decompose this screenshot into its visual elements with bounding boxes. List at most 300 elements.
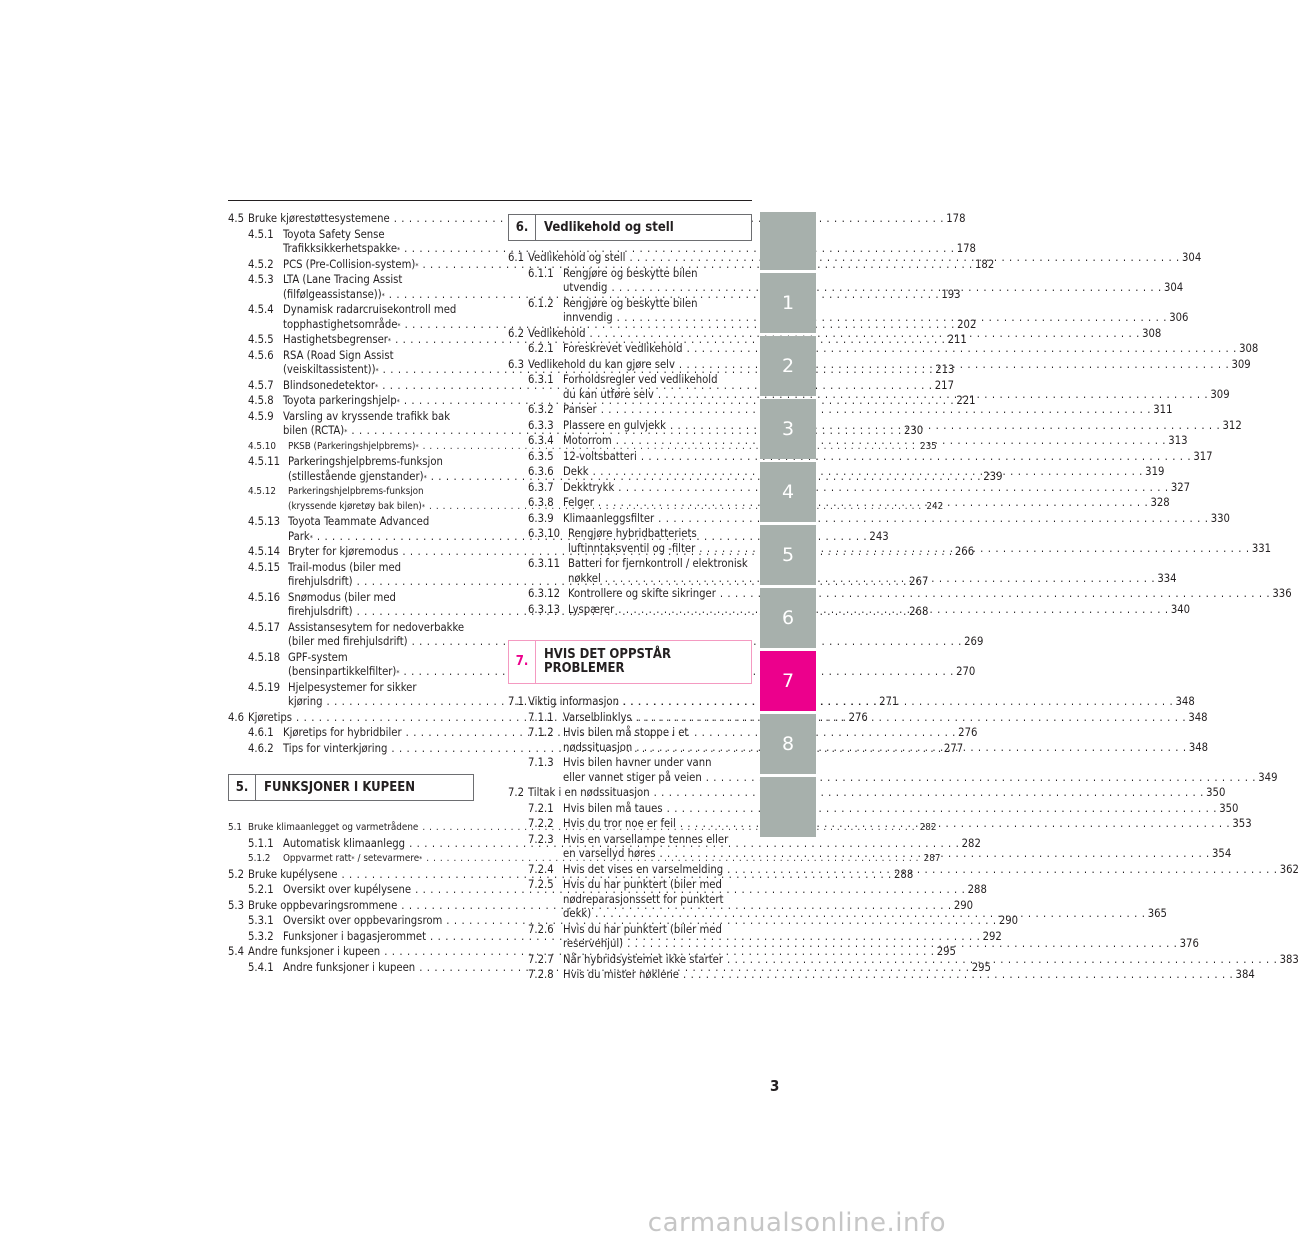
toc-entry-page: 304 — [1164, 281, 1184, 294]
toc-entry-line — [248, 485, 472, 500]
toc-entry-text: Bruke oppbevaringsrommene — [248, 898, 398, 912]
toc-entry-number: 5.4 — [228, 945, 245, 958]
dot-leader — [623, 937, 1179, 952]
toc-entry-number: 7.2 — [508, 786, 525, 799]
dot-leader — [625, 251, 1181, 266]
toc-entry-text: Trail-modus (biler med — [288, 560, 402, 574]
toc-entry-line: (bensinpartikkelfilter) * . . . 270 — [248, 665, 472, 680]
toc-entry-text: Tips for vinterkjøring — [283, 741, 388, 755]
toc-entry-number: 4.5.2 — [248, 257, 274, 271]
toc-entry-number: 4.5.17 — [248, 620, 281, 634]
toc-entry-line — [528, 726, 752, 741]
toc-entry-number: 4.5.7 — [248, 378, 274, 392]
toc-entry-number: 4.5.13 — [248, 515, 281, 528]
toc-entry-page: 349 — [1258, 770, 1278, 784]
toc-entry-page: 266 — [954, 545, 975, 558]
toc-entry-text-cont: innvendig — [563, 311, 613, 324]
toc-entry-line — [248, 273, 472, 288]
toc-entry-text-cont: nøkkel — [568, 571, 601, 585]
toc-entry-page: 304 — [1182, 251, 1202, 264]
dot-leader — [632, 741, 1188, 756]
toc-entry-line — [528, 297, 752, 312]
toc-entry-page: 221 — [956, 394, 976, 407]
toc-entry-number: 7.1.1 — [528, 710, 554, 724]
toc-entry-line — [528, 480, 1191, 496]
toc-entry-text: Vedlikehold du kan gjøre selv — [528, 357, 675, 371]
toc-entry-page: 376 — [1179, 937, 1199, 950]
toc-entry-text: Rengjøre hybridbatteriets — [568, 527, 697, 540]
toc-entry — [508, 403, 1173, 418]
dot-leader — [654, 388, 1210, 403]
toc-entry-number: 5.2 — [228, 867, 245, 881]
toc-entry-page: 313 — [1168, 434, 1188, 447]
toc-entry-page: 277 — [943, 741, 964, 755]
toc-entry-page: 230 — [903, 424, 924, 437]
toc-entry-page: 269 — [964, 635, 984, 648]
toc-entry-page: 365 — [1147, 907, 1167, 920]
toc-entry-line: (kryssende kjøretøy bak bilen) * . . . 242 — [248, 500, 472, 515]
toc-entry-number: 6.3.8 — [528, 496, 554, 509]
toc-entry-line — [248, 455, 472, 470]
toc-entry-line — [248, 621, 472, 636]
toc-entry-line — [528, 267, 752, 282]
toc-entry-line: (stillestående gjenstander) * . . . 239 — [248, 470, 472, 485]
toc-entry-number: 7.2.2 — [528, 817, 554, 830]
toc-entry-text: Rengjøre og beskytte bilen — [563, 296, 698, 310]
toc-entry-number: 5.2.1 — [248, 883, 274, 896]
toc-entry-text-cont: (stillestående gjenstander) — [288, 469, 424, 483]
toc-entry-line — [528, 527, 752, 542]
toc-entry-page: 350 — [1206, 786, 1226, 799]
toc-entry-text: Hvis du tror noe er feil — [563, 817, 676, 830]
toc-entry-text: Hjelpesystemer for sikker — [288, 680, 417, 694]
toc-entry-number: 4.5.14 — [248, 545, 281, 558]
toc-entry-line — [528, 801, 1239, 817]
toc-entry-number: 6.3.1 — [528, 373, 554, 386]
toc-entry-line — [528, 449, 1213, 465]
toc-entry-number: 4.5.8 — [248, 394, 274, 407]
toc-entry-number: 5.1.2 — [248, 853, 271, 864]
toc-entry-line: Park * . . . 243 — [248, 530, 472, 545]
dot-leader — [619, 695, 1175, 710]
dot-leader — [591, 907, 1147, 922]
dot-leader — [597, 403, 1153, 418]
toc-entry-number: 6.3.12 — [528, 587, 561, 600]
toc-entry-number: 4.5.12 — [248, 486, 277, 497]
toc-entry-number: 4.5.6 — [248, 348, 274, 362]
toc-entry-text: GPF-system — [288, 650, 348, 664]
section-7-header — [508, 640, 752, 684]
toc-entry-page: 308 — [1239, 342, 1259, 355]
toc-entry-number: 6.3.6 — [528, 465, 554, 478]
toc-entry-number: 5.3.2 — [248, 929, 274, 943]
toc-entry-page: 202 — [957, 317, 977, 331]
toc-entry-text: Plassere en gulvjekk — [563, 418, 666, 432]
toc-entry-line — [528, 373, 752, 388]
toc-entry — [508, 480, 1191, 496]
toc-entry-page: 217 — [934, 378, 954, 392]
toc-entry-text: 12-voltsbatteri — [563, 449, 637, 463]
dot-leader — [666, 419, 1222, 434]
toc-entry-page: 290 — [953, 898, 974, 912]
toc-entry-number: 6.3.10 — [528, 527, 561, 540]
toc-entry-page: 348 — [1175, 695, 1195, 708]
toc-entry-text: Bruke kupélysene — [248, 867, 338, 881]
toc-entry-number: 6.3 — [508, 357, 525, 371]
toc-entry — [228, 620, 984, 650]
toc-entry-line: 4.5.2 PCS (Pre-Collision-system) * . . . 182 — [248, 258, 472, 273]
dot-leader — [594, 496, 1150, 511]
toc-entry-text: Batteri for fjernkontroll / elektronisk — [568, 557, 748, 570]
toc-entry-number: 6.3.7 — [528, 480, 554, 494]
toc-entry-text: Hvis du har punktert (biler med — [563, 922, 722, 936]
toc-entry-line — [248, 681, 472, 696]
toc-entry-line — [528, 923, 752, 938]
toc-entry-text: Rengjøre og beskytte bilen — [563, 266, 698, 280]
toc-entry-text: Hvis bilen må stoppe i et — [563, 726, 689, 739]
toc-entry-line: (veiskiltassistent)) * . . . 213 — [248, 363, 472, 378]
toc-entry-text: Toyota Safety Sense — [283, 227, 385, 241]
page-number: 3 — [770, 1077, 780, 1095]
toc-entry-text: Hastighetsbegrenser — [283, 333, 388, 346]
toc-entry-page: 340 — [1170, 602, 1191, 616]
toc-entry-text: Når hybridsystemet ikke starter — [563, 952, 724, 966]
toc-entry-text: Motorrom — [563, 434, 612, 447]
toc-entry — [508, 756, 1278, 785]
toc-entry-line: bilen (RCTA) * . . . 230 — [248, 424, 472, 439]
dot-leader — [614, 603, 1170, 618]
toc-entry-number: 6.3.13 — [528, 602, 561, 616]
dot-leader — [637, 450, 1193, 465]
toc-entry-page: 178 — [956, 242, 976, 255]
toc-entry-line — [248, 635, 984, 650]
toc-entry-line — [528, 878, 752, 893]
toc-entry-page: 282 — [961, 836, 981, 850]
toc-entry-text: Funksjoner i bagasjerommet — [283, 929, 427, 943]
toc-entry-page: 267 — [909, 575, 929, 588]
toc-entry-number: 6.1 — [508, 251, 525, 264]
toc-entry-text: Hvis bilen havner under vann — [563, 756, 712, 769]
toc-entry-text: Tiltak i en nødssituasjon — [528, 786, 650, 799]
toc-entry-number: 7.1 — [508, 695, 525, 708]
toc-entry-text: Toyota parkeringshjelp — [283, 394, 397, 407]
dot-leader — [723, 863, 1279, 878]
toc-entry-line — [528, 833, 752, 848]
chapter-tab[interactable]: 5 — [760, 525, 816, 585]
toc-entry-number: 7.2.6 — [528, 922, 554, 936]
chapter-tab[interactable]: 2 — [760, 336, 816, 396]
toc-entry-number: 7.2.5 — [528, 878, 554, 891]
toc-entry-page: 311 — [1153, 403, 1173, 416]
toc-entry-number: 6.2.1 — [528, 342, 554, 355]
toc-entry-text-cont: Trafikksikkerhetspakke — [283, 242, 398, 255]
toc-entry-text-cont: (kryssende kjøretøy bak bilen) — [288, 500, 422, 512]
toc-entry-number: 4.5.16 — [248, 590, 281, 604]
section-7-title-line1: HVIS DET OPPSTÅR — [544, 647, 671, 662]
toc-entry-number: 7.2.8 — [528, 968, 554, 981]
toc-entry-line — [528, 893, 752, 908]
toc-entry-page: 348 — [1188, 740, 1209, 754]
toc-entry-text-cont: bilen (RCTA) — [283, 424, 345, 437]
toc-entry-number: 5.1 — [228, 822, 243, 833]
toc-entry-number: 7.1.2 — [528, 726, 554, 739]
toc-entry-line: 4.5.8 Toyota parkeringshjelp * . . . 221 — [248, 394, 472, 409]
toc-entry-text: Varselblinklys — [563, 710, 632, 724]
chapter-tab[interactable]: 3 — [760, 399, 816, 459]
dot-leader — [607, 281, 1163, 296]
toc-entry-text: Hvis du har punktert (biler med — [563, 878, 722, 891]
toc-entry-number: 5.1.1 — [248, 836, 274, 850]
chapter-tab[interactable]: 4 — [760, 462, 816, 522]
toc-entry-number: 7.2.7 — [528, 952, 554, 966]
toc-entry-line: Trafikksikkerhetspakke * . . . 178 — [248, 242, 472, 257]
toc-entry-page: 334 — [1157, 571, 1177, 585]
toc-entry-page: 268 — [909, 605, 929, 618]
toc-entry-text-cont: (veiskiltassistent)) — [283, 363, 376, 376]
toc-entry-number: 5.3.1 — [248, 914, 274, 927]
toc-entry-text: Hvis en varsellampe tennes eller — [563, 832, 729, 846]
toc-entry-line: 4.5.7 Blindsonedetektor * . . . 217 — [248, 379, 472, 394]
toc-entry-number: 6.3.3 — [528, 418, 554, 432]
dot-leader — [675, 358, 1231, 373]
toc-entry-page: 308 — [1142, 326, 1162, 340]
chapter-tab[interactable] — [760, 777, 816, 837]
toc-entry-text: Hvis det vises en varselmelding — [563, 862, 724, 876]
toc-entry-page: 243 — [869, 529, 889, 543]
watermark: carmanualsonline.info — [647, 1208, 946, 1238]
toc-entry-text: Varsling av kryssende trafikk bak — [283, 409, 451, 423]
toc-entry-text: Felger — [563, 496, 594, 509]
toc-entry-text-cont: utvendig — [563, 281, 608, 294]
toc-entry-page: 213 — [935, 363, 955, 376]
toc-entry — [508, 801, 1239, 817]
section-5-title: FUNKSJONER I KUPEEN — [264, 780, 415, 795]
toc-entry-page: 328 — [1150, 496, 1170, 509]
toc-entry-number: 6.3.2 — [528, 403, 554, 416]
dot-leader — [679, 968, 1235, 983]
toc-entry-text: Assistansesytem for nedoverbakke — [288, 620, 465, 634]
toc-entry-text-cont: Park — [288, 529, 310, 543]
dot-leader — [612, 434, 1168, 449]
toc-entry — [508, 449, 1213, 465]
toc-entry-text: Dynamisk radarcruisekontroll med — [283, 303, 457, 316]
toc-entry-line — [228, 212, 966, 227]
toc-entry-number: 5.3 — [228, 898, 245, 912]
toc-entry-text: Foreskrevet vedlikehold — [563, 342, 683, 355]
chapter-tab[interactable]: 1 — [760, 273, 816, 333]
chapter-tabs — [760, 212, 816, 840]
toc-entry-number: 4.5.3 — [248, 273, 274, 286]
dot-leader — [614, 481, 1170, 496]
toc-entry-text: RSA (Road Sign Assist — [283, 348, 394, 362]
section-6-number: 6. — [509, 215, 536, 240]
toc-entry-page: 336 — [1272, 587, 1292, 600]
toc-entry-line — [528, 968, 1255, 983]
toc-entry-text-cont: du kan utføre selv — [563, 387, 654, 401]
toc-entry-text: Klimaanleggsfilter — [563, 511, 655, 525]
toc-entry-page: 242 — [926, 500, 944, 512]
toc-entry-number: 6.3.11 — [528, 557, 561, 570]
toc-entry-number: 7.2.4 — [528, 862, 554, 876]
toc-entry-page: 178 — [946, 212, 966, 225]
toc-entry-text: Parkeringshjelpbrems-funksjon — [288, 455, 443, 468]
toc-entry-line — [528, 770, 1278, 786]
toc-entry-line — [248, 228, 472, 243]
toc-entry-page: 193 — [941, 287, 961, 301]
toc-entry-line — [248, 591, 472, 606]
toc-entry-number: 6.3.5 — [528, 449, 554, 463]
toc-entry-page: 383 — [1279, 952, 1299, 966]
toc-entry — [508, 587, 1292, 602]
toc-entry-page: 331 — [1251, 541, 1272, 555]
toc-entry-text: Kjøretips — [248, 710, 293, 724]
toc-entry-number: 4.5.15 — [248, 560, 281, 574]
toc-entry-number: 4.5.4 — [248, 303, 274, 316]
toc-entry-number: 5.4.1 — [248, 960, 274, 974]
toc-entry-text: Dekk — [563, 465, 589, 478]
toc-entry-line — [248, 561, 472, 576]
dot-leader — [654, 512, 1210, 527]
toc-entry-page: 271 — [879, 695, 899, 708]
toc-entry-text-extra: / setevarmere — [357, 853, 420, 864]
toc-entry-text-cont: firehjulsdrift) — [288, 575, 353, 588]
toc-entry-page: 350 — [1219, 801, 1239, 815]
toc-entry-text: PCS (Pre-Collision-system) — [283, 257, 416, 271]
toc-entry — [228, 212, 966, 227]
toc-entry-text-cont: (filfølgeassistanse)) — [283, 287, 382, 301]
toc-entry-text: Parkeringshjelpbrems-funksjon — [288, 486, 424, 497]
toc-entry-line: 5.1.2 Oppvarmet ratt * / setevarmere * . . . 287 — [248, 852, 472, 867]
dot-leader — [586, 327, 1142, 342]
toc-entry-text: Vedlikehold og stell — [528, 251, 626, 264]
toc-entry-line: (filfølgeassistanse)) * . . . 193 — [248, 288, 472, 303]
toc-entry-text-cont: topphastighetsområde — [283, 317, 398, 331]
toc-entry-page: 282 — [919, 822, 937, 833]
toc-entry-line — [528, 342, 1259, 357]
toc-entry-text: Vedlikehold — [528, 326, 586, 340]
toc-entry-number: 4.5.18 — [248, 650, 281, 664]
chapter-tab[interactable]: 7 — [760, 651, 816, 711]
toc-entry-text: Oppvarmet ratt — [283, 853, 352, 864]
toc-entry-text-cont: (bensinpartikkelfilter) — [288, 665, 397, 678]
toc-entry-page: 295 — [971, 960, 991, 974]
toc-entry-line: 4.5.10 PKSB (Parkeringshjelpbrems) * . . . 235 — [248, 440, 472, 455]
toc-entry-text-cont: firehjulsdrift) — [288, 605, 353, 618]
toc-entry-text: Kjøretips for hybridbiler — [283, 726, 402, 739]
dot-leader — [601, 572, 1157, 587]
toc-entry-line — [528, 557, 752, 572]
toc-entry-line — [248, 349, 472, 364]
toc-entry-number: 4.5.1 — [248, 227, 274, 241]
toc-entry-line: 4.5.5 Hastighetsbegrenser * . . . 211 — [248, 333, 472, 348]
toc-entry-text-cont: nødssituasjon — [563, 740, 633, 754]
toc-entry-number: 4.5.11 — [248, 455, 281, 468]
toc-entry-line — [528, 511, 1230, 527]
toc-entry-number: 7.2.1 — [528, 801, 554, 815]
toc-entry-page: 276 — [958, 726, 978, 739]
toc-entry-text: Viktig informasjon — [528, 695, 619, 708]
toc-entry-page: 288 — [967, 883, 987, 896]
toc-entry-number: 6.3.9 — [528, 511, 554, 525]
toc-entry-page: 317 — [1193, 449, 1213, 463]
toc-entry-page: 276 — [848, 710, 868, 724]
toc-entry-text-cont: en varsellyd høres — [563, 847, 656, 860]
toc-entry-page: 348 — [1188, 710, 1208, 724]
toc-entry-text: Hvis du mister nøklene — [563, 968, 679, 981]
section-5-header — [228, 774, 474, 801]
chapter-tab[interactable]: 6 — [760, 588, 816, 648]
dot-leader — [723, 953, 1279, 968]
toc-entry-line — [528, 756, 752, 771]
toc-entry-page: 362 — [1279, 862, 1299, 876]
toc-entry-line — [528, 403, 1173, 418]
toc-entry-number: 4.6.1 — [248, 726, 274, 739]
dot-leader — [650, 786, 1206, 801]
toc-entry-text: Snømodus (biler med — [288, 590, 396, 604]
toc-entry-number: 4.6.2 — [248, 741, 274, 755]
toc-entry-text: Toyota Teammate Advanced — [288, 515, 430, 528]
section-7-title-line2: PROBLEMER — [544, 661, 625, 676]
dot-leader — [663, 802, 1219, 817]
toc-entry-text: PKSB (Parkeringshjelpbrems) — [288, 440, 416, 452]
toc-entry-page: 384 — [1235, 968, 1255, 981]
dot-leader — [613, 311, 1169, 326]
top-rule — [228, 200, 752, 201]
toc-entry-number: 6.2 — [508, 326, 525, 340]
toc-entry-page: 312 — [1222, 418, 1242, 432]
toc-entry-text: LTA (Lane Tracing Assist — [283, 273, 403, 286]
section-6-header — [508, 214, 752, 241]
section-7-title — [536, 648, 671, 676]
toc-entry-text: Bryter for kjøremodus — [288, 545, 399, 558]
toc-entry-page: 330 — [1210, 511, 1230, 525]
toc-entry-text-cont: kjøring — [288, 695, 323, 708]
toc-entry-text: Kontrollere og skifte sikringer — [568, 587, 716, 600]
chapter-tab[interactable]: 8 — [760, 714, 816, 774]
toc-entry-line — [248, 515, 472, 530]
toc-entry-page: 309 — [1231, 357, 1251, 371]
toc-entry-page: 239 — [983, 469, 1003, 483]
toc-entry-page: 211 — [947, 333, 967, 346]
dot-leader — [589, 465, 1145, 480]
toc-entry — [508, 786, 1226, 801]
toc-entry-text-cont: dekk) — [563, 907, 592, 920]
toc-entry-number: 6.1.2 — [528, 296, 554, 310]
toc-entry-line — [248, 303, 472, 318]
toc-entry-number: 4.5.5 — [248, 333, 274, 346]
toc-entry-line — [248, 410, 472, 425]
chapter-tab[interactable] — [760, 212, 816, 270]
toc-entry-page: 319 — [1145, 465, 1165, 478]
toc-entry-number: 6.3.4 — [528, 434, 554, 447]
toc-entry-text-cont: (biler med firehjulsdrift) — [288, 635, 408, 648]
toc-entry-page: 354 — [1212, 847, 1232, 860]
toc-entry-text: Andre funksjoner i kupeen — [248, 945, 381, 958]
toc-entry — [508, 968, 1255, 983]
toc-entry-number: 4.5 — [228, 212, 245, 225]
toc-entry-text: Bruke klimaanlegget og varmetrådene — [248, 822, 419, 833]
toc-entry-page: 288 — [894, 867, 914, 881]
dot-leader — [655, 847, 1211, 862]
dot-leader — [632, 711, 1188, 726]
toc-entry-page: 306 — [1169, 311, 1189, 324]
toc-entry-text-cont: luftinntaksventil og -filter — [568, 541, 696, 555]
toc-entry-number: 6.1.1 — [528, 266, 554, 280]
toc-entry-line — [248, 651, 472, 666]
toc-entry-page: 292 — [982, 929, 1002, 943]
toc-entry-line — [508, 786, 1226, 801]
toc-entry-number: 4.6 — [228, 710, 245, 724]
